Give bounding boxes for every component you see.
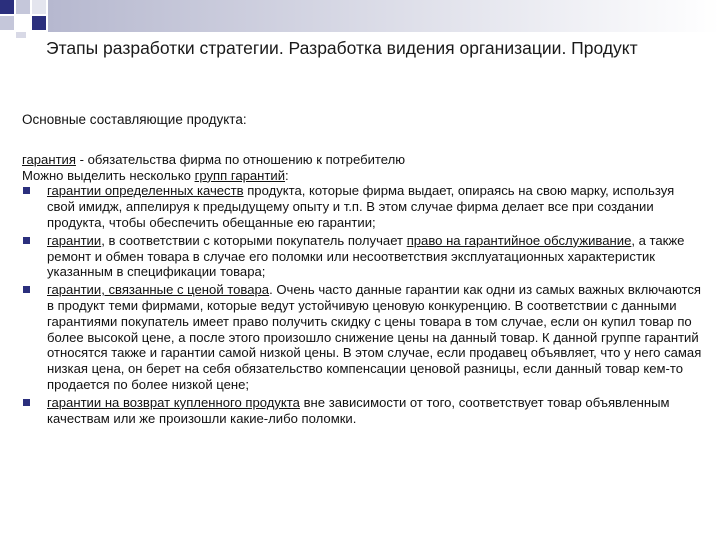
section-heading: Основные составляющие продукта: [22,112,247,127]
guarantee-list [22,183,702,426]
header-decoration [0,0,720,40]
list-item [22,183,702,230]
guarantee-definition: - обязательства фирма по отношению к потребителю [75,151,406,167]
item-text: , в соответствии с которыми покупатель получает [101,232,407,248]
item-link: гарантии, связанные с ценой товара [47,282,270,298]
deco-square [0,0,14,14]
item-text-2: , а также ремонт и обмен товара в случае его поломки или несоответствия эксплуатационных характеристик указанным в спецификации товара; [47,232,685,280]
list-item [22,395,702,427]
list-item [22,233,702,280]
list-item [22,282,702,393]
definition-line [22,152,702,168]
square-bullet-icon [23,187,30,194]
item-link: гарантии [47,232,102,248]
item-link: гарантии на возврат купленного продукта [47,394,300,410]
item-link: гарантии определенных качеств [47,183,244,199]
deco-square [0,16,14,30]
deco-square [32,0,46,14]
square-bullet-icon [23,237,30,244]
deco-square [16,16,30,30]
deco-square [16,32,26,38]
groups-link: групп гарантий [194,167,286,183]
slide-title: Этапы разработки стратегии. Разработка видения организации. Продукт [46,38,638,58]
groups-line [22,168,702,184]
groups-line-start: Можно выделить несколько [22,167,195,183]
deco-square [16,0,30,14]
deco-square [32,16,46,30]
square-bullet-icon [23,399,30,406]
square-bullet-icon [23,286,30,293]
item-link-2: право на гарантийное обслуживание [406,232,632,248]
slide-body [22,112,702,426]
item-text: продукта, которые фирма выдает, опираясь на свою марку, используя свой имидж, аппелируя к предыдущему опыту и т.п. В этом случае фирма делает все при создании продукта, чтобы обеспечить обещанные ею гарантии; [47,183,675,230]
guarantee-term: гарантия [22,151,76,167]
item-text: вне зависимости от того, соответствует товар объявленным качествам или же произошли какие-либо поломки. [47,394,670,426]
deco-gradient-bar [48,0,720,32]
groups-line-end: : [285,167,289,183]
item-text: . Очень часто данные гарантии как одни из самых важных включаются в продукт теми фирмами, которые ведут устойчивую ценовую конкуренцию. В соответствии с данными гарантиями покупатель имеет право получить скидку с цены товара в том случае, если он купил товар по более высокой цене, а после этого произошло снижение цены на данный товар. К данной группе гарантий относятся также и гарантии самой низкой цены. В этом случае, если продавец объявляет, что у него самая низкая цена, он берет на себя обязательство компенсации ценовой разницы, если данный товар кем-то продается по более низкой цене; [47,282,702,392]
